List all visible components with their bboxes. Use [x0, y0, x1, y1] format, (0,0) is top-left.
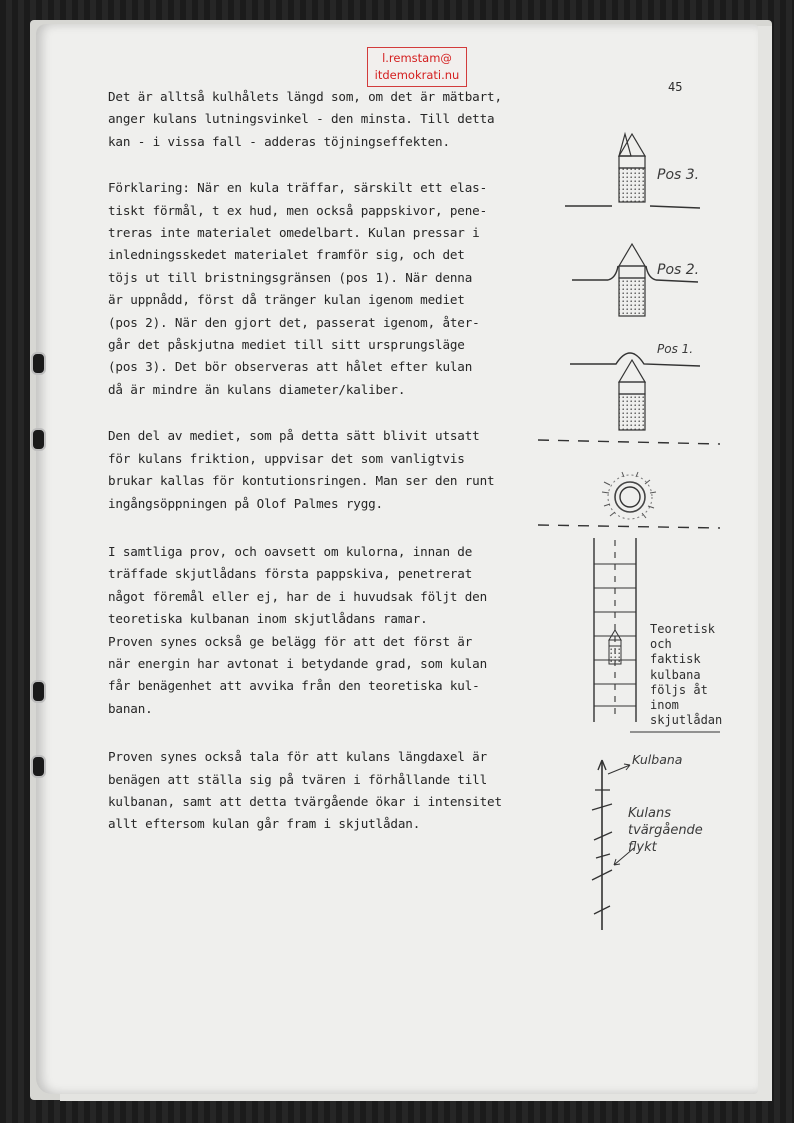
- text-line: Proven synes också tala för att kulans längdaxel är: [108, 749, 488, 765]
- text-line: får benägenhet att avvika från den teoretiska kul-: [108, 678, 480, 694]
- paragraph-1: [108, 86, 520, 153]
- text-line: benägen att ställa sig på tvären i förhållande till: [108, 771, 488, 787]
- text-line: teoretiska kulbanan inom skjutlådans ramar.: [108, 611, 428, 627]
- caption-line: inom: [650, 698, 679, 713]
- caption-line: Teoretisk: [650, 622, 716, 636]
- text-line: kulbanan, samt att detta tvärgående ökar i intensitet: [108, 793, 502, 809]
- caption-line: faktisk: [650, 652, 701, 667]
- text-line: Det är alltså kulhålets längd som, om det är mätbart,: [108, 89, 502, 104]
- text-line: anger kulans lutningsvinkel - den minsta. Till detta: [108, 111, 495, 127]
- text-line: Proven synes också ge belägg för att det först är: [108, 633, 473, 649]
- caption-line: och: [650, 637, 672, 652]
- text-line: något föremål eller ej, har de i huvudsak följt den: [108, 588, 488, 604]
- text-line: I samtliga prov, och oavsett om kulorna, innan de: [108, 543, 473, 559]
- label-kulans: Kulans: [628, 806, 672, 821]
- text-line: är uppnådd, först då tränger kulan igenom mediet: [108, 292, 465, 308]
- page-number: 45: [668, 80, 683, 94]
- text-line: banan.: [108, 700, 153, 716]
- text-line: tiskt förmål, t ex hud, men också pappskivor, pene-: [108, 202, 488, 218]
- text-line: när energin har avtonat i betydande grad, som kulan: [108, 655, 488, 671]
- bullet-pos3: [619, 134, 645, 202]
- stamp-line-1: l.remstam@: [382, 51, 452, 65]
- text-line: träffade skjutlådans första pappskiva, penetrerat: [108, 566, 473, 582]
- bullet-pos1: [619, 360, 645, 430]
- binder-hole: [31, 352, 46, 375]
- bullet-pos2: [619, 244, 645, 316]
- label-flykt: flykt: [628, 840, 657, 855]
- text-line: Förklaring: När en kula träffar, särskilt ett elas-: [108, 180, 488, 196]
- paragraph-3: [108, 425, 520, 515]
- binder-hole: [31, 428, 46, 451]
- dashed-divider: [538, 440, 720, 444]
- label-pos1: Pos 1.: [657, 342, 694, 356]
- figure-caption: [650, 622, 722, 728]
- text-line: (pos 3). Det bör observeras att hålet efter kulan: [108, 359, 473, 375]
- text-line: (pos 2). När den gjort det, passerat igenom, åter-: [108, 314, 480, 330]
- paragraph-5: [108, 746, 520, 836]
- label-pos3: Pos 3.: [657, 167, 700, 183]
- caption-line: följs åt: [650, 682, 708, 697]
- stamp-line-2: itdemokrati.nu: [374, 68, 460, 82]
- text-line: då är mindre än kulans diameter/kaliber.: [108, 381, 406, 397]
- text-line: inledningsskedet materialet framför sig, och det: [108, 247, 465, 263]
- text-line: kan - i vissa fall - adderas töjningseffekten.: [108, 133, 450, 149]
- label-pos2: Pos 2.: [657, 262, 700, 278]
- label-tvargaende: tvärgående: [628, 823, 703, 838]
- binder-hole: [31, 755, 46, 778]
- text-line: brukar kallas för kontutionsringen. Man ser den runt: [108, 473, 495, 489]
- paragraph-2: [108, 177, 520, 401]
- dashed-divider: [538, 525, 720, 528]
- medium-line-pos3: [565, 206, 700, 208]
- text-line: allt eftersom kulan går fram i skjutlådan.: [108, 816, 421, 832]
- binder-hole: [31, 680, 46, 703]
- label-kulbana: Kulbana: [632, 752, 683, 767]
- text-line: för kulans friktion, uppvisar det som vanligtvis: [108, 450, 465, 466]
- contusion-ring-sketch: [602, 472, 656, 519]
- caption-line: kulbana: [650, 667, 701, 682]
- text-line: ingångsöppningen på Olof Palmes rygg.: [108, 495, 383, 511]
- paragraph-4: [108, 541, 520, 720]
- body-text: [108, 86, 520, 854]
- email-stamp: [367, 47, 467, 87]
- text-line: går det påskjutna mediet till sitt ursprungsläge: [108, 337, 465, 353]
- caption-line: skjutlådan: [650, 713, 723, 728]
- text-line: töjs ut till bristningsgränsen (pos 1). När denna: [108, 269, 473, 285]
- text-line: Den del av mediet, som på detta sätt blivit utsatt: [108, 428, 480, 444]
- text-line: treras inte materialet omedelbart. Kulan pressar i: [108, 225, 480, 241]
